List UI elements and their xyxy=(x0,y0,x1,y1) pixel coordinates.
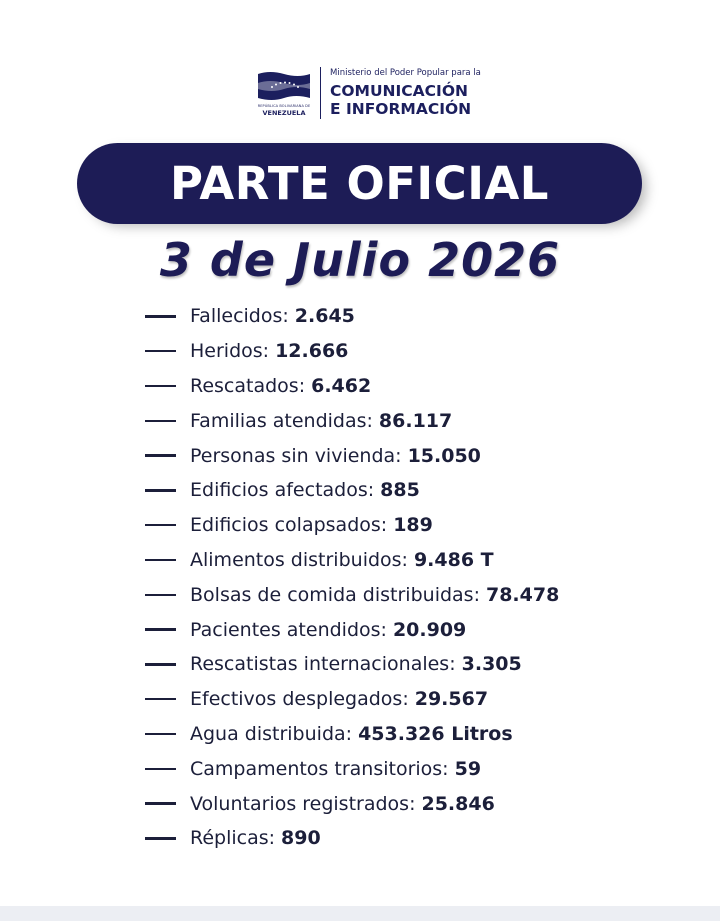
report-date: 3 de Julio 2026 xyxy=(159,233,561,287)
stat-label: Agua distribuida: xyxy=(190,722,353,745)
stat-row xyxy=(145,786,705,821)
dash-bullet xyxy=(145,454,176,457)
venezuela-flag-icon xyxy=(256,70,312,102)
stat-row xyxy=(145,508,705,543)
stat-label: Fallecidos: xyxy=(190,305,289,328)
stat-value: 453.326 Litros xyxy=(358,722,513,745)
stat-label: Efectivos desplegados: xyxy=(190,688,409,711)
stat-label: Voluntarios registrados: xyxy=(190,792,416,815)
flag-logo xyxy=(254,70,314,117)
stat-label: Rescatistas internacionales: xyxy=(190,653,456,676)
stat-value: 15.050 xyxy=(407,444,481,467)
stat-row xyxy=(145,647,705,682)
header-divider xyxy=(320,67,321,119)
stat-row xyxy=(145,682,705,717)
stat-row xyxy=(145,299,705,334)
flag-country: VENEZUELA xyxy=(262,108,306,117)
dash-bullet xyxy=(145,420,176,423)
ministry-text xyxy=(330,68,481,118)
dash-bullet xyxy=(145,802,176,805)
dash-bullet xyxy=(145,733,176,736)
stat-label: Alimentos distribuidos: xyxy=(190,548,408,571)
ministry-name-line-1: COMUNICACIÓN xyxy=(330,82,468,100)
stat-value: 890 xyxy=(281,827,321,850)
stat-row xyxy=(145,717,705,752)
stat-value: 2.645 xyxy=(294,305,355,328)
dash-bullet xyxy=(145,663,176,666)
stat-label: Pacientes atendidos: xyxy=(190,618,387,641)
stat-value: 12.666 xyxy=(275,340,349,363)
stat-label: Edificios afectados: xyxy=(190,479,375,502)
dash-bullet xyxy=(145,489,176,492)
page-title: PARTE OFICIAL xyxy=(170,157,549,210)
stat-value: 86.117 xyxy=(378,409,453,432)
dash-bullet xyxy=(145,628,176,631)
stat-value: 25.846 xyxy=(421,792,495,815)
stat-label: Familias atendidas: xyxy=(190,409,373,432)
title-banner xyxy=(77,143,642,224)
stat-row xyxy=(145,369,705,404)
dash-bullet xyxy=(145,315,176,318)
stat-value: 20.909 xyxy=(392,618,467,641)
dash-bullet xyxy=(145,559,176,562)
stat-row xyxy=(145,751,705,786)
stat-label: Rescatados: xyxy=(190,374,306,397)
dash-bullet xyxy=(145,768,176,771)
stat-row xyxy=(145,403,705,438)
stat-label: Campamentos transitorios: xyxy=(190,757,449,780)
stat-value: 29.567 xyxy=(414,688,489,711)
stat-value: 6.462 xyxy=(311,374,372,397)
stat-row xyxy=(145,543,705,578)
stat-row xyxy=(145,577,705,612)
dash-bullet xyxy=(145,350,176,353)
stat-label: Heridos: xyxy=(190,340,270,363)
stat-row xyxy=(145,821,705,856)
stat-value: 3.305 xyxy=(461,653,522,676)
dash-bullet xyxy=(145,385,176,388)
stat-row xyxy=(145,473,705,508)
bottom-strip xyxy=(0,906,720,921)
ministry-line: Ministerio del Poder Popular para la xyxy=(330,68,481,78)
stat-label: Edificios colapsados: xyxy=(190,514,388,537)
stats-list xyxy=(145,299,705,856)
stat-label: Réplicas: xyxy=(190,827,276,850)
stat-row xyxy=(145,438,705,473)
stat-value: 885 xyxy=(380,479,420,502)
dash-bullet xyxy=(145,698,176,701)
ministry-header xyxy=(254,64,481,122)
stat-row xyxy=(145,334,705,369)
stat-value: 78.478 xyxy=(485,583,560,606)
stat-value: 9.486 T xyxy=(413,548,494,571)
dash-bullet xyxy=(145,524,176,527)
dash-bullet xyxy=(145,594,176,597)
stat-value: 189 xyxy=(393,514,433,537)
flag-caption: REPÚBLICA BOLIVARIANA DE xyxy=(257,103,311,108)
stat-label: Bolsas de comida distribuidas: xyxy=(190,583,480,606)
stat-row xyxy=(145,612,705,647)
stat-value: 59 xyxy=(454,757,482,780)
ministry-name-line-2: E INFORMACIÓN xyxy=(330,100,472,118)
dash-bullet xyxy=(145,837,176,840)
stat-label: Personas sin vivienda: xyxy=(190,444,402,467)
